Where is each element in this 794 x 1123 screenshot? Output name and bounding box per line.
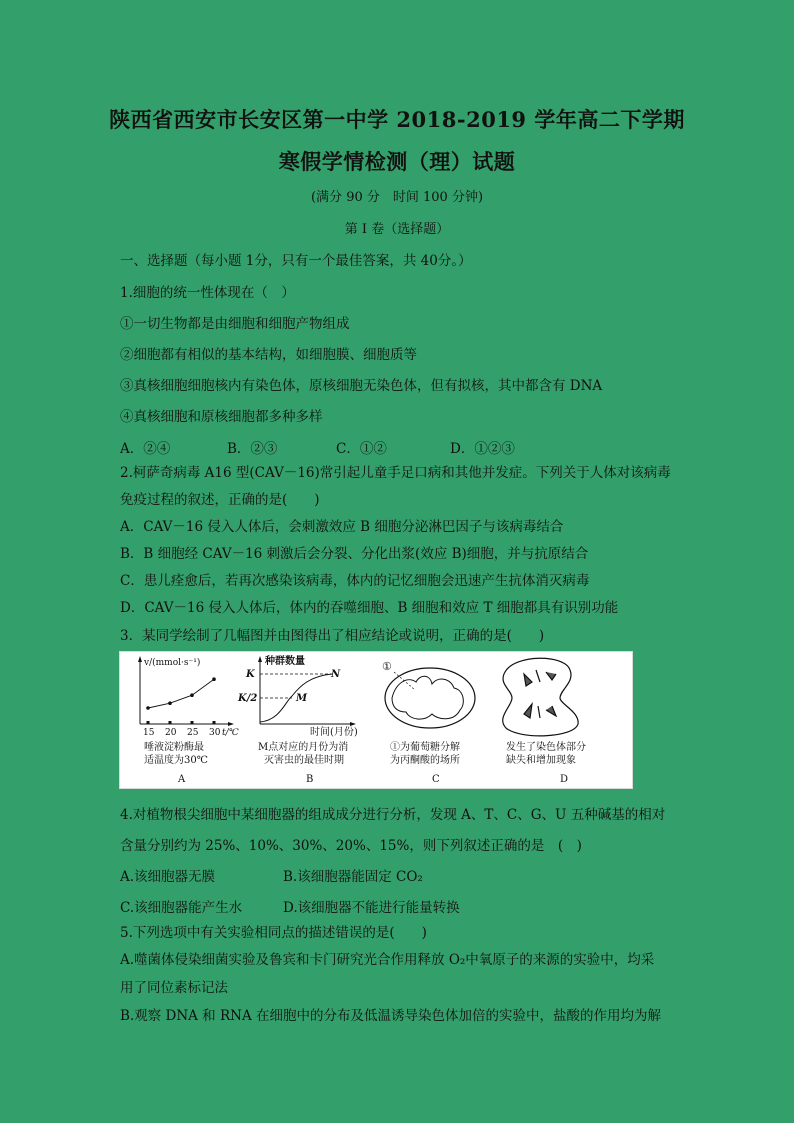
panel-b-k-label: K (246, 669, 255, 680)
q2-option-d: D．CAV－16 侵入人体后，体内的吞噬细胞、B 细胞和效应 T 细胞都具有识别功能 (120, 600, 619, 616)
q5-option-a-2: 用了同位素标记法 (120, 980, 228, 996)
panel-a-ylabel: v/(mmol·s⁻¹) (144, 658, 201, 668)
q1-option-a: A．②④ (120, 441, 171, 457)
panel-a-xunit: t/℃ (222, 728, 239, 738)
q2-option-c: C．患儿痊愈后，若再次感染该病毒，体内的记忆细胞会迅速产生抗体消灭病毒 (120, 573, 590, 589)
panel-c-caption-1: ①为葡萄糖分解 (390, 742, 460, 753)
dividing-cell-outline (503, 658, 578, 736)
panel-b-caption-2: 灭害虫的最佳时期 (264, 755, 344, 766)
panel-a-y-arrow (138, 656, 142, 662)
panel-c (382, 660, 475, 785)
panel-b-y-arrow (258, 656, 262, 662)
panel-c-letter: C (432, 774, 440, 785)
mitochondrion-outer-membrane (385, 668, 475, 728)
panel-a-tick-15: 15 (143, 728, 155, 738)
panel-b-m-label: M (296, 693, 308, 704)
panel-a-point-20 (168, 701, 172, 705)
panel-a-xtick-mark-25 (191, 721, 194, 724)
panel-a-x-arrow (228, 722, 234, 726)
panel-a-letter: A (178, 774, 186, 785)
q3-stem: 3．某同学绘制了几幅图并由图得出了相应结论或说明，正确的是( ) (120, 628, 545, 644)
upper-chromosomes (524, 670, 556, 686)
panel-d-caption-1: 发生了染色体部分 (506, 742, 586, 753)
q1-item-2: ②细胞都有相似的基本结构，如细胞膜、细胞质等 (120, 347, 417, 363)
q4-option-b: B.该细胞器能固定 CO₂ (283, 869, 423, 885)
panel-a-tick-20: 20 (165, 728, 177, 738)
q1-item-4: ④真核细胞和原核细胞都多种多样 (120, 409, 323, 425)
title-line-2: 寒假学情检测（理）试题 (278, 149, 516, 174)
panel-b-ylabel: 种群数量 (265, 656, 305, 667)
q2-stem-1: 2.柯萨奇病毒 A16 型(CAV－16)常引起儿童手足口病和其他并发症。下列关于人体对该病毒 (120, 465, 671, 481)
panel-a-caption-2: 适温度为30℃ (144, 755, 208, 766)
panel-a-tick-30: 30 (209, 728, 221, 738)
panel-b-xlabel: 时间(月份) (310, 727, 358, 738)
q1-stem: 1.细胞的统一性体现在（ ） (120, 285, 295, 301)
exam-meta: (满分 90 分 时间 100 分钟) (310, 190, 484, 205)
panel-a-series-line (148, 679, 214, 708)
panel-b-letter: B (306, 774, 314, 785)
panel-a-point-30 (212, 677, 216, 681)
q4-stem-2: 含量分别约为 25%、10%、30%、20%、15%，则下列叙述正确的是 ( ) (120, 838, 582, 854)
panel-b-x-arrow (350, 722, 356, 726)
panel-b-k2-label: K/2 (238, 693, 258, 704)
q1-option-b: B．②③ (227, 441, 278, 457)
panel-c-caption-2: 为丙酮酸的场所 (390, 755, 460, 766)
panel-c-number: ① (382, 660, 392, 673)
q4-option-c: C.该细胞器能产生水 (120, 900, 243, 916)
q4-stem-1: 4.对植物根尖细胞中某细胞器的组成成分进行分析，发现 A、T、C、G、U 五种碱基的相对 (120, 807, 666, 823)
panel-a-point-15 (146, 706, 150, 710)
panel-d (503, 658, 586, 785)
panel-a-xtick-mark-20 (169, 721, 172, 724)
panel-a-xtick-mark-15 (147, 721, 150, 724)
q1-option-d: D．①②③ (450, 441, 515, 457)
q4-option-d: D.该细胞器不能进行能量转换 (283, 900, 460, 916)
panel-a-caption-1: 唾液淀粉酶最 (144, 742, 204, 753)
q1-item-3: ③真核细胞细胞核内有染色体，原核细胞无染色体，但有拟核，其中都含有 DNA (120, 378, 603, 394)
volume-label: 第 I 卷（选择题） (344, 222, 450, 237)
panel-b (237, 654, 358, 785)
q2-option-b: B．B 细胞经 CAV－16 刺激后会分裂、分化出浆(效应 B)细胞，并与抗原结合 (120, 546, 589, 562)
panel-a-tick-25: 25 (187, 728, 199, 738)
panel-d-letter: D (560, 774, 569, 785)
panel-a-xtick-mark-30 (213, 721, 216, 724)
q2-option-a: A．CAV－16 侵入人体后，会刺激效应 B 细胞分泌淋巴因子与该病毒结合 (120, 519, 564, 535)
panel-b-n-label: N (331, 669, 341, 680)
q4-option-a: A.该细胞器无膜 (120, 869, 216, 885)
title-line-1: 陕西省西安市长安区第一中学 2018-2019 学年高二下学期 (109, 107, 685, 132)
q5-stem: 5.下列选项中有关实验相同点的描述错误的是( ) (120, 925, 427, 941)
q1-item-1: ①一切生物都是由细胞和细胞产物组成 (120, 316, 350, 332)
lower-chromosomes (524, 704, 556, 718)
section-heading: 一、选择题（每小题 1分，只有一个最佳答案，共 40分。） (120, 253, 472, 269)
panel-b-caption-1: M点对应的月份为消 (258, 742, 349, 753)
panel-a (138, 656, 240, 785)
q1-option-c: C．①② (336, 441, 387, 457)
q5-option-a-1: A.噬菌体侵染细菌实验及鲁宾和卡门研究光合作用释放 O₂中氧原子的来源的实验中，均采 (120, 952, 655, 968)
panel-d-caption-2: 缺失和增加现象 (506, 755, 576, 766)
q2-stem-2: 免疫过程的叙述，正确的是( ) (120, 492, 320, 508)
q5-option-b-1: B.观察 DNA 和 RNA 在细胞中的分布及低温诱导染色体加倍的实验中，盐酸的作用均为解 (120, 1008, 661, 1024)
q3-figure (119, 651, 633, 789)
panel-a-point-25 (190, 693, 194, 697)
q3-figure-svg (120, 652, 632, 788)
mitochondrion-inner-membrane (392, 676, 463, 719)
